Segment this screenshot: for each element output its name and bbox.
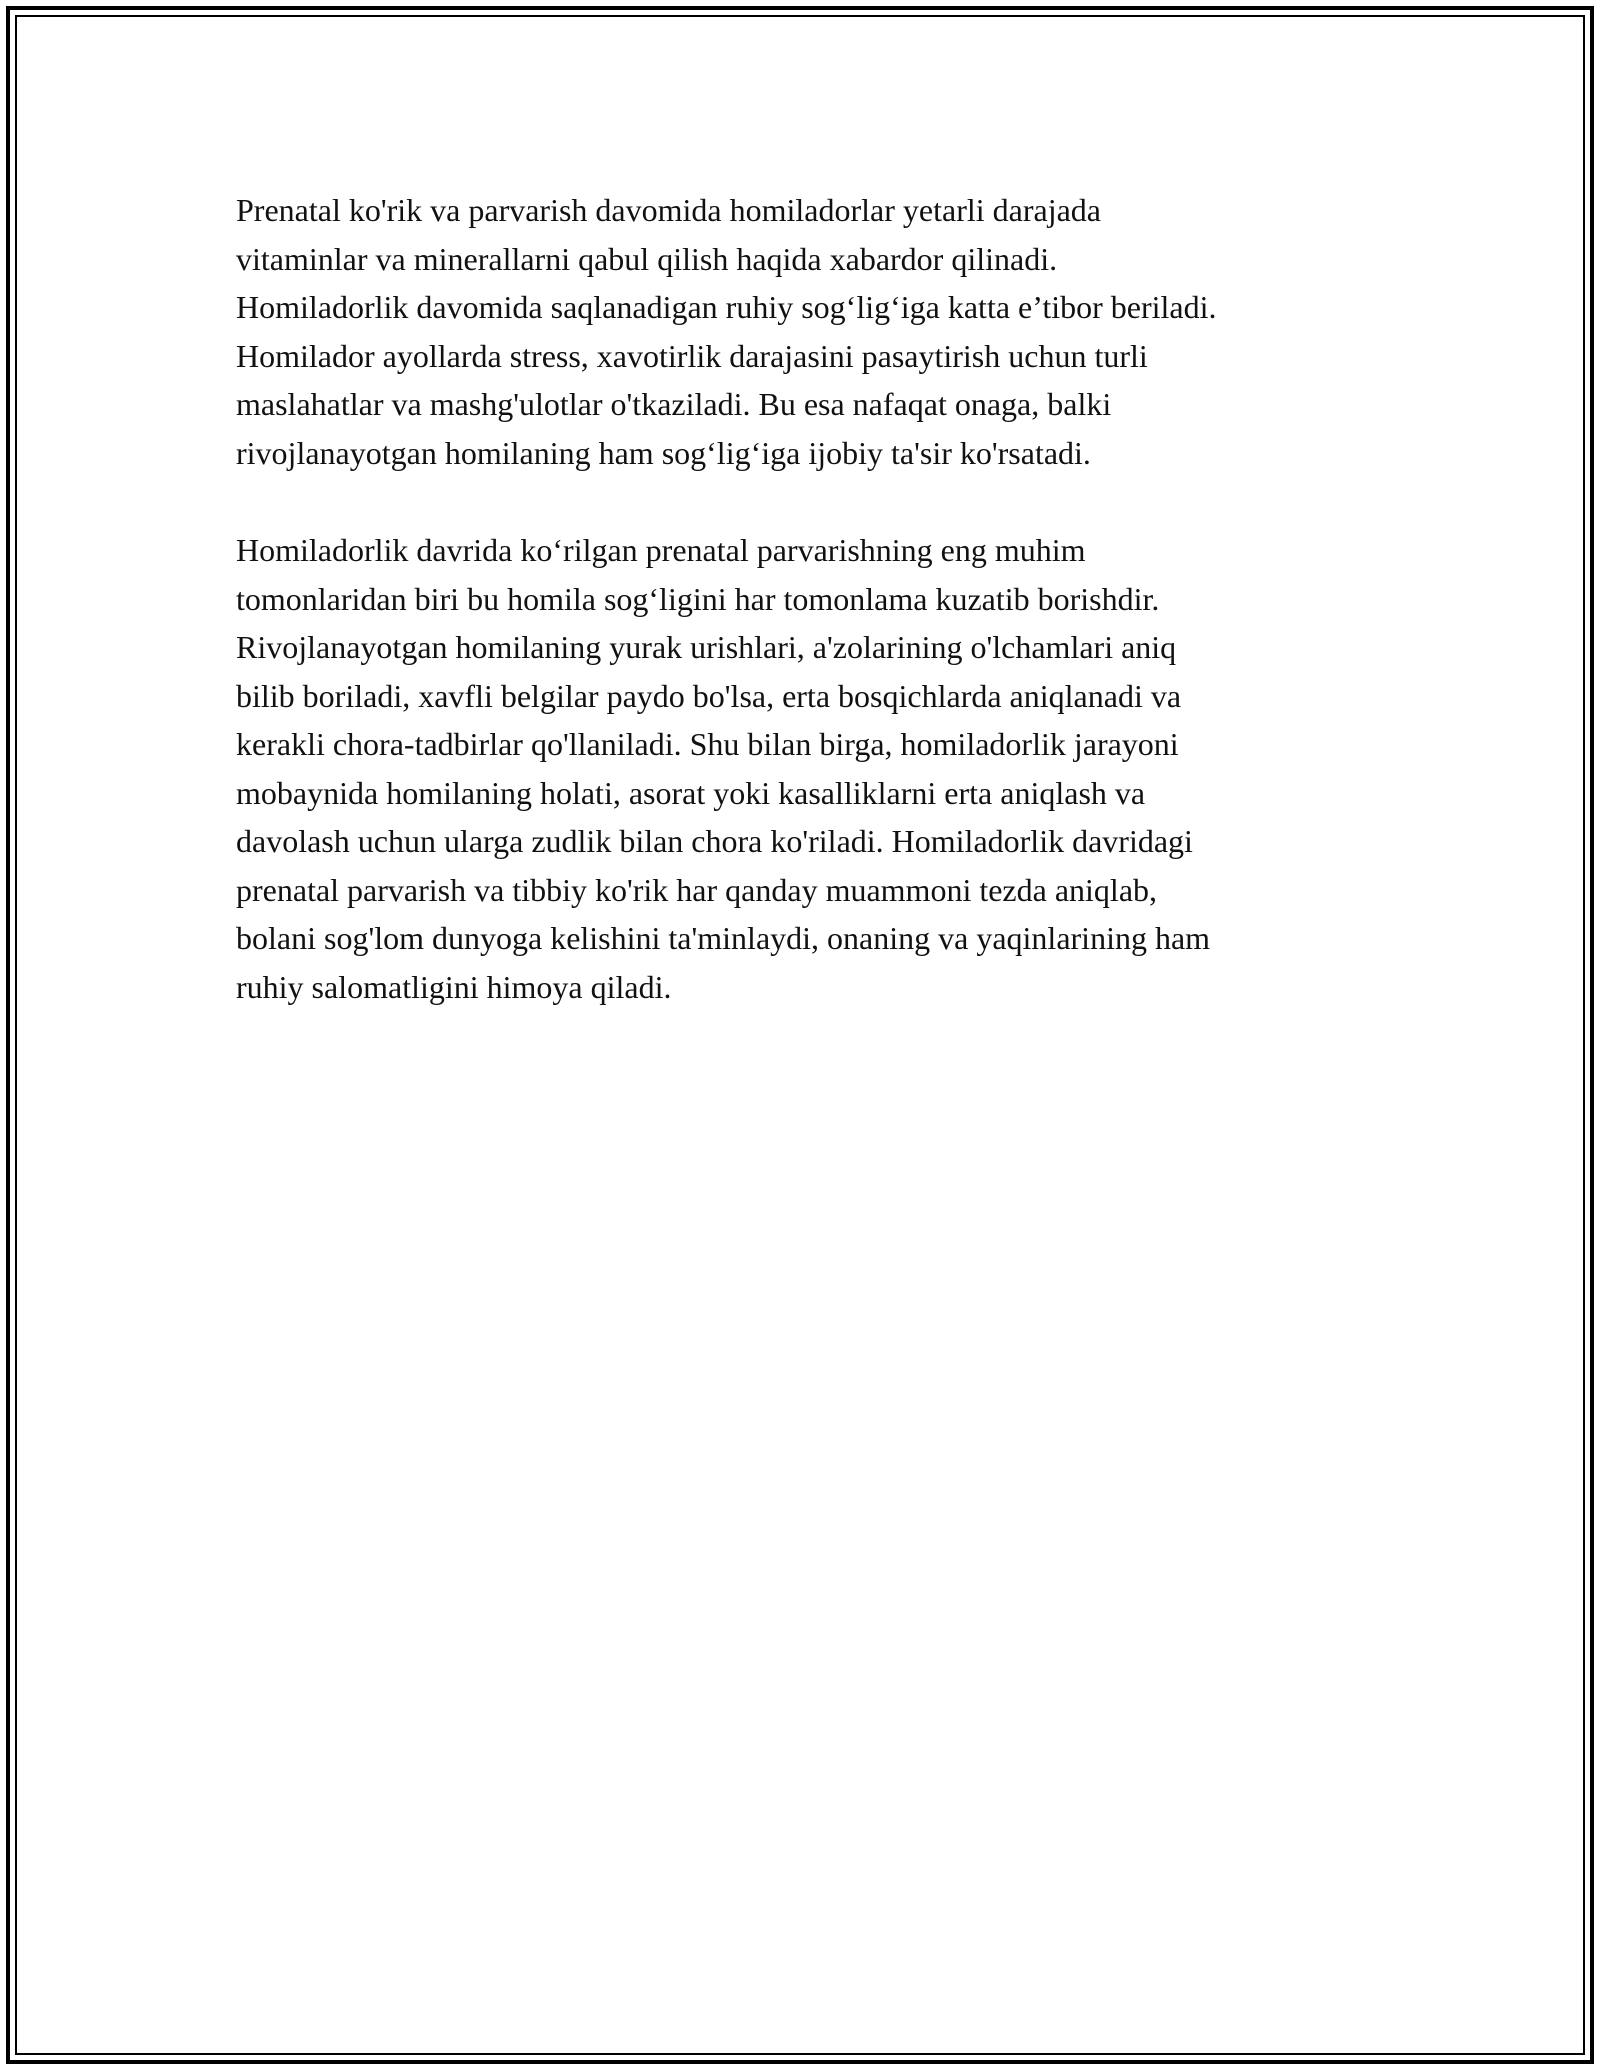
text-line: rivojlanayotgan homilaning ham sog‘lig‘iga ijobiy ta'sir ko'rsatadi. <box>236 434 1091 471</box>
text-line: ruhiy salomatligini himoya qiladi. <box>236 968 672 1005</box>
text-line: Homiladorlik davrida ko‘rilgan prenatal parvarishning eng muhim <box>236 532 1086 568</box>
text-line: davolash uchun ularga zudlik bilan chora ko'riladi. Homiladorlik davridagi <box>236 823 1193 859</box>
text-line: mobaynida homilaning holati, asorat yoki kasalliklarni erta aniqlash va <box>236 774 1146 811</box>
text-line: kerakli chora-tadbirlar qo'llaniladi. Shu bilan birga, homiladorlik jarayoni <box>236 726 1179 762</box>
text-line: maslahatlar va mashg'ulotlar o'tkaziladi. Bu esa nafaqat onaga, balki <box>236 386 1112 422</box>
text-line: vitaminlar va minerallarni qabul qilish haqida xabardor qilinadi. <box>236 240 1058 277</box>
text-line: Rivojlanayotgan homilaning yurak urishlari, a'zolarining o'lchamlari aniq <box>236 629 1177 665</box>
document-body <box>236 186 1386 1060</box>
text-line: Homilador ayollarda stress, xavotirlik darajasini pasaytirish uchun turli <box>236 337 1148 374</box>
text-line: bilib boriladi, xavfli belgilar paydo bo'lsa, erta bosqichlarda aniqlanadi va <box>236 677 1182 714</box>
paragraph-1 <box>236 186 1386 477</box>
text-line: bolani sog'lom dunyoga kelishini ta'minlaydi, onaning va yaqinlarining ham <box>236 920 1211 956</box>
text-line: tomonlaridan biri bu homila sog‘ligini har tomonlama kuzatib borishdir. <box>236 580 1160 617</box>
text-line: Prenatal ko'rik va parvarish davomida homiladorlar yetarli darajada <box>236 192 1101 228</box>
text-line: Homiladorlik davomida saqlanadigan ruhiy sog‘lig‘iga katta e’tibor beriladi. <box>236 289 1217 325</box>
paragraph-2 <box>236 526 1386 1011</box>
text-line: prenatal parvarish va tibbiy ko'rik har qanday muammoni tezda aniqlab, <box>236 871 1158 908</box>
